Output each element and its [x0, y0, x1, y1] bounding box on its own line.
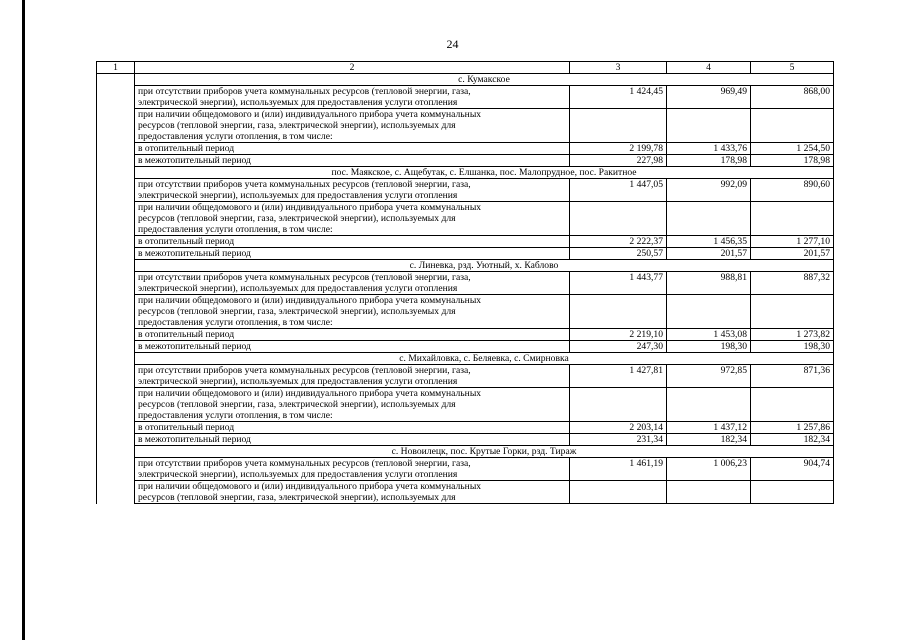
row-number-cell: [97, 143, 135, 155]
description-line: при наличии общедомового и (или) индивидуального прибора учета коммунальных: [138, 202, 482, 213]
tariff-row: [97, 295, 834, 329]
description-line: при отсутствии приборов учета коммунальных ресурсов (тепловой энергии, газа,: [138, 458, 471, 469]
column-number: 1: [97, 62, 135, 74]
row-number-cell: [97, 388, 135, 422]
row-number-cell: [97, 86, 135, 109]
location-header-row: [97, 74, 834, 86]
tariff-value-col-4: 198,30: [667, 341, 751, 353]
description-line: ресурсов (тепловой энергии, газа, электрической энергии), используемых для: [138, 306, 456, 317]
tariff-row: [97, 365, 834, 388]
tariff-value-col-4: 1 453,08: [667, 329, 751, 341]
tariff-value-col-3: 1 447,05: [570, 179, 667, 202]
row-number-cell: [97, 179, 135, 202]
tariff-row: [97, 109, 834, 143]
description-line: при наличии общедомового и (или) индивидуального прибора учета коммунальных: [138, 295, 482, 306]
tariff-value-col-3: [570, 295, 667, 329]
location-header-row: [97, 260, 834, 272]
tariff-value-col-5: 868,00: [751, 86, 834, 109]
description-line: при наличии общедомового и (или) индивидуального прибора учета коммунальных: [138, 388, 482, 399]
description-line: при отсутствии приборов учета коммунальных ресурсов (тепловой энергии, газа,: [138, 272, 471, 283]
tariff-value-col-3: 2 219,10: [570, 329, 667, 341]
location-header-row: [97, 167, 834, 179]
tariff-value-col-5: 887,32: [751, 272, 834, 295]
tariff-row: [97, 341, 834, 353]
row-number-cell: [97, 458, 135, 481]
row-description: [135, 236, 570, 248]
tariff-value-col-4: [667, 481, 751, 504]
tariff-value-col-4: 201,57: [667, 248, 751, 260]
tariff-value-col-3: 1 443,77: [570, 272, 667, 295]
description-line: электрической энергии), используемых для предоставления услуги отопления: [138, 190, 458, 201]
tariff-value-col-4: 992,09: [667, 179, 751, 202]
tariff-value-col-3: 250,57: [570, 248, 667, 260]
row-description: [135, 481, 570, 504]
location-header-row: [97, 353, 834, 365]
location-name: с. Новоилецк, пос. Крутые Горки, рзд. Тираж: [135, 446, 834, 458]
row-number-cell: [97, 272, 135, 295]
description-line: в отопительный период: [138, 143, 235, 154]
description-line: в отопительный период: [138, 422, 235, 433]
location-name: с. Михайловка, с. Беляевка, с. Смирновка: [135, 353, 834, 365]
tariff-row: [97, 434, 834, 446]
tariff-value-col-5: 1 254,50: [751, 143, 834, 155]
tariff-row: [97, 272, 834, 295]
tariff-value-col-3: [570, 388, 667, 422]
tariff-value-col-4: [667, 109, 751, 143]
description-line: в межотопительный период: [138, 155, 251, 166]
row-number-cell: [97, 446, 135, 458]
column-numbers-row: [97, 62, 834, 74]
tariff-row: [97, 481, 834, 504]
page-binding-line: [22, 0, 25, 640]
location-name: пос. Маякское, с. Ащебутак, с. Елшанка, пос. Малопрудное, пос. Ракитное: [135, 167, 834, 179]
row-number-cell: [97, 341, 135, 353]
description-line: электрической энергии), используемых для предоставления услуги отопления: [138, 97, 458, 108]
tariff-row: [97, 155, 834, 167]
tariff-value-col-5: 1 273,82: [751, 329, 834, 341]
description-line: предоставления услуги отопления, в том числе:: [138, 317, 333, 328]
row-description: [135, 434, 570, 446]
row-description: [135, 341, 570, 353]
row-description: [135, 272, 570, 295]
location-header-row: [97, 446, 834, 458]
tariff-value-col-4: [667, 388, 751, 422]
tariff-value-col-4: [667, 295, 751, 329]
tariff-value-col-5: [751, 481, 834, 504]
tariff-value-col-5: 871,36: [751, 365, 834, 388]
description-line: в межотопительный период: [138, 341, 251, 352]
tariff-value-col-3: 1 424,45: [570, 86, 667, 109]
description-line: электрической энергии), используемых для предоставления услуги отопления: [138, 376, 458, 387]
tariff-row: [97, 202, 834, 236]
tariff-row: [97, 86, 834, 109]
description-line: электрической энергии), используемых для предоставления услуги отопления: [138, 469, 458, 480]
row-description: [135, 143, 570, 155]
location-name: с. Линевка, рзд. Уютный, х. Каблово: [135, 260, 834, 272]
row-description: [135, 365, 570, 388]
row-number-cell: [97, 109, 135, 143]
tariff-value-col-3: 2 203,14: [570, 422, 667, 434]
tariff-value-col-5: [751, 202, 834, 236]
tariff-value-col-5: 201,57: [751, 248, 834, 260]
tariff-value-col-5: [751, 388, 834, 422]
row-number-cell: [97, 365, 135, 388]
row-description: [135, 295, 570, 329]
tariff-value-col-5: [751, 109, 834, 143]
tariff-value-col-4: 1 456,35: [667, 236, 751, 248]
row-description: [135, 458, 570, 481]
tariff-value-col-5: 890,60: [751, 179, 834, 202]
tariff-value-col-4: 969,49: [667, 86, 751, 109]
tariff-row: [97, 248, 834, 260]
page-number: 24: [446, 37, 459, 51]
row-description: [135, 388, 570, 422]
row-description: [135, 329, 570, 341]
row-number-cell: [97, 295, 135, 329]
row-number-cell: [97, 353, 135, 365]
description-line: ресурсов (тепловой энергии, газа, электрической энергии), используемых для: [138, 492, 456, 503]
row-description: [135, 109, 570, 143]
tariff-value-col-4: 182,34: [667, 434, 751, 446]
row-number-cell: [97, 74, 135, 86]
column-number: 4: [667, 62, 751, 74]
tariff-value-col-5: 178,98: [751, 155, 834, 167]
tariff-value-col-4: [667, 202, 751, 236]
tariff-value-col-5: 198,30: [751, 341, 834, 353]
row-number-cell: [97, 248, 135, 260]
description-line: электрической энергии), используемых для предоставления услуги отопления: [138, 283, 458, 294]
tariff-value-col-5: 182,34: [751, 434, 834, 446]
description-line: предоставления услуги отопления, в том числе:: [138, 410, 333, 421]
tariff-value-col-4: 1 433,76: [667, 143, 751, 155]
description-line: при наличии общедомового и (или) индивидуального прибора учета коммунальных: [138, 481, 482, 492]
description-line: ресурсов (тепловой энергии, газа, электрической энергии), используемых для: [138, 213, 456, 224]
tariff-table-body: [97, 62, 834, 504]
description-line: в отопительный период: [138, 236, 235, 247]
tariff-value-col-3: 1 427,81: [570, 365, 667, 388]
tariff-value-col-4: 972,85: [667, 365, 751, 388]
tariff-value-col-4: 178,98: [667, 155, 751, 167]
description-line: в межотопительный период: [138, 248, 251, 259]
row-number-cell: [97, 155, 135, 167]
tariff-value-col-3: 2 199,78: [570, 143, 667, 155]
description-line: при отсутствии приборов учета коммунальных ресурсов (тепловой энергии, газа,: [138, 365, 471, 376]
tariff-value-col-4: 1 437,12: [667, 422, 751, 434]
tariff-value-col-5: [751, 295, 834, 329]
tariff-row: [97, 179, 834, 202]
description-line: ресурсов (тепловой энергии, газа, электрической энергии), используемых для: [138, 120, 456, 131]
description-line: в отопительный период: [138, 329, 235, 340]
tariff-value-col-3: [570, 481, 667, 504]
row-description: [135, 248, 570, 260]
row-description: [135, 422, 570, 434]
column-number: 3: [570, 62, 667, 74]
row-number-cell: [97, 329, 135, 341]
column-number: 5: [751, 62, 834, 74]
tariff-value-col-3: [570, 109, 667, 143]
tariff-value-col-3: 231,34: [570, 434, 667, 446]
description-line: ресурсов (тепловой энергии, газа, электрической энергии), используемых для: [138, 399, 456, 410]
description-line: в межотопительный период: [138, 434, 251, 445]
tariff-value-col-4: 1 006,23: [667, 458, 751, 481]
row-number-cell: [97, 422, 135, 434]
tariff-row: [97, 236, 834, 248]
row-number-cell: [97, 167, 135, 179]
column-number: 2: [135, 62, 570, 74]
tariff-value-col-3: 247,30: [570, 341, 667, 353]
location-name: с. Кумакское: [135, 74, 834, 86]
row-number-cell: [97, 481, 135, 504]
tariff-value-col-5: 904,74: [751, 458, 834, 481]
tariff-value-col-4: 988,81: [667, 272, 751, 295]
tariff-row: [97, 329, 834, 341]
tariff-value-col-5: 1 277,10: [751, 236, 834, 248]
tariff-value-col-3: 2 222,37: [570, 236, 667, 248]
tariff-value-col-3: 1 461,19: [570, 458, 667, 481]
row-number-cell: [97, 202, 135, 236]
row-description: [135, 202, 570, 236]
tariff-value-col-3: [570, 202, 667, 236]
description-line: предоставления услуги отопления, в том числе:: [138, 224, 333, 235]
tariff-row: [97, 143, 834, 155]
tariff-value-col-5: 1 257,86: [751, 422, 834, 434]
tariff-value-col-3: 227,98: [570, 155, 667, 167]
description-line: при отсутствии приборов учета коммунальных ресурсов (тепловой энергии, газа,: [138, 179, 471, 190]
description-line: предоставления услуги отопления, в том числе:: [138, 131, 333, 142]
row-description: [135, 179, 570, 202]
tariff-row: [97, 422, 834, 434]
tariff-row: [97, 388, 834, 422]
description-line: при отсутствии приборов учета коммунальных ресурсов (тепловой энергии, газа,: [138, 86, 471, 97]
description-line: при наличии общедомового и (или) индивидуального прибора учета коммунальных: [138, 109, 482, 120]
tariff-table: [96, 61, 834, 504]
row-description: [135, 155, 570, 167]
row-number-cell: [97, 236, 135, 248]
row-number-cell: [97, 260, 135, 272]
row-number-cell: [97, 434, 135, 446]
row-description: [135, 86, 570, 109]
tariff-row: [97, 458, 834, 481]
